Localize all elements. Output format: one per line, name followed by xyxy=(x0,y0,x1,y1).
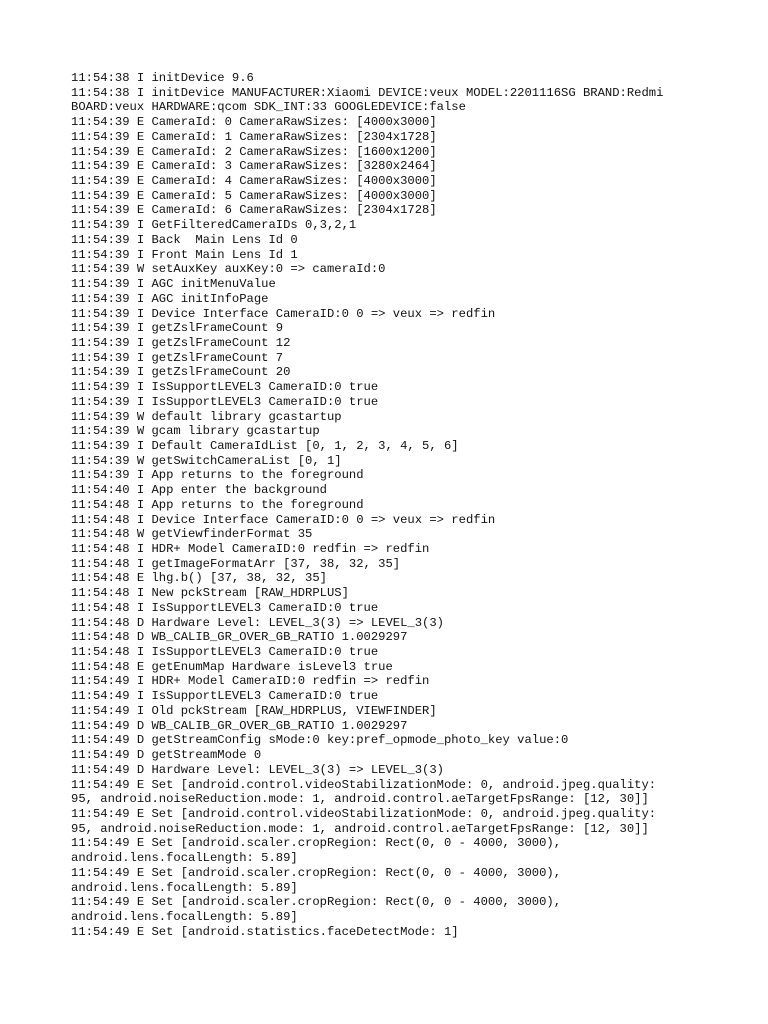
log-line: 11:54:39 I getZslFrameCount 7 xyxy=(71,350,284,365)
log-line: 11:54:49 I Old pckStream [RAW_HDRPLUS, VIEWFINDER] xyxy=(71,703,437,718)
log-line: 11:54:39 E CameraId: 3 CameraRawSizes: [3280x2464] xyxy=(71,159,437,174)
log-line: BOARD:veux HARDWARE:qcom SDK_INT:33 GOOGLEDEVICE:false xyxy=(71,100,466,115)
log-line: 11:54:39 I AGC initMenuValue xyxy=(71,277,276,292)
log-line: 95, android.noiseReduction.mode: 1, android.control.aeTargetFpsRange: [12, 30]] xyxy=(71,821,649,836)
log-line: 11:54:48 D WB_CALIB_GR_OVER_GB_RATIO 1.0029297 xyxy=(71,630,408,645)
log-line: 11:54:38 I initDevice 9.6 xyxy=(71,71,254,85)
log-line: 11:54:39 W default library gcastartup xyxy=(71,409,342,424)
log-line: 11:54:39 W getSwitchCameraList [0, 1] xyxy=(71,453,342,468)
log-line: 11:54:49 E Set [android.scaler.cropRegion: Rect(0, 0 - 4000, 3000), xyxy=(71,895,562,910)
log-line: 11:54:39 I IsSupportLEVEL3 CameraID:0 true xyxy=(71,394,379,409)
log-line: 11:54:39 I AGC initInfoPage xyxy=(71,291,269,306)
log-line: 11:54:48 W getViewfinderFormat 35 xyxy=(71,527,313,542)
log-line: 11:54:48 D Hardware Level: LEVEL_3(3) => LEVEL_3(3) xyxy=(71,615,444,630)
log-line: 11:54:49 E Set [android.scaler.cropRegion: Rect(0, 0 - 4000, 3000), xyxy=(71,865,562,880)
log-line: 11:54:49 D getStreamMode 0 xyxy=(71,748,262,763)
log-line: 11:54:39 I getZslFrameCount 12 xyxy=(71,335,291,350)
log-line: 11:54:39 I Front Main Lens Id 1 xyxy=(71,247,298,262)
log-line: 11:54:48 E getEnumMap Hardware isLevel3 true xyxy=(71,659,393,674)
log-line: 11:54:39 I Device Interface CameraID:0 0 => veux => redfin xyxy=(71,306,496,321)
log-line: android.lens.focalLength: 5.89] xyxy=(71,909,298,924)
log-line: 11:54:40 I App enter the background xyxy=(71,483,327,498)
log-line: 11:54:48 I New pckStream [RAW_HDRPLUS] xyxy=(71,586,349,601)
log-line: 95, android.noiseReduction.mode: 1, android.control.aeTargetFpsRange: [12, 30]] xyxy=(71,792,649,807)
log-line: 11:54:39 E CameraId: 2 CameraRawSizes: [1600x1200] xyxy=(71,144,437,159)
log-line: 11:54:48 I App returns to the foreground xyxy=(71,497,364,512)
log-line: 11:54:39 E CameraId: 1 CameraRawSizes: [2304x1728] xyxy=(71,129,437,144)
log-line: 11:54:39 I Default CameraIdList [0, 1, 2, 3, 4, 5, 6] xyxy=(71,438,459,453)
log-line: 11:54:49 D WB_CALIB_GR_OVER_GB_RATIO 1.0029297 xyxy=(71,718,408,733)
log-line: 11:54:39 I getZslFrameCount 20 xyxy=(71,365,291,380)
log-line: 11:54:49 E Set [android.control.videoStabilizationMode: 0, android.jpeg.quality: xyxy=(71,777,657,792)
log-line: android.lens.focalLength: 5.89] xyxy=(71,851,298,866)
log-line: 11:54:48 I IsSupportLEVEL3 CameraID:0 true xyxy=(71,645,379,660)
log-line: 11:54:49 E Set [android.control.videoStabilizationMode: 0, android.jpeg.quality: xyxy=(71,806,657,821)
log-line: 11:54:49 E Set [android.scaler.cropRegion: Rect(0, 0 - 4000, 3000), xyxy=(71,836,562,851)
log-line: 11:54:39 E CameraId: 5 CameraRawSizes: [4000x3000] xyxy=(71,188,437,203)
log-line: 11:54:48 I getImageFormatArr [37, 38, 32, 35] xyxy=(71,556,401,571)
log-line: 11:54:49 D Hardware Level: LEVEL_3(3) => LEVEL_3(3) xyxy=(71,762,444,777)
log-line: 11:54:39 W gcam library gcastartup xyxy=(71,424,320,439)
log-line: 11:54:39 I GetFilteredCameraIDs 0,3,2,1 xyxy=(71,218,357,233)
log-line: 11:54:39 E CameraId: 4 CameraRawSizes: [4000x3000] xyxy=(71,174,437,189)
log-line: 11:54:49 I HDR+ Model CameraID:0 redfin => redfin xyxy=(71,674,430,689)
log-line: 11:54:49 E Set [android.statistics.faceDetectMode: 1] xyxy=(71,924,459,939)
log-line: 11:54:48 I IsSupportLEVEL3 CameraID:0 true xyxy=(71,600,379,615)
log-line: 11:54:39 E CameraId: 0 CameraRawSizes: [4000x3000] xyxy=(71,115,437,130)
log-line: 11:54:39 I App returns to the foreground xyxy=(71,468,364,483)
log-line: 11:54:39 I getZslFrameCount 9 xyxy=(71,321,284,336)
log-line: 11:54:48 I HDR+ Model CameraID:0 redfin => redfin xyxy=(71,542,430,556)
log-line: 11:54:39 W setAuxKey auxKey:0 => cameraId:0 xyxy=(71,262,386,277)
log-text-block xyxy=(71,71,711,939)
log-line: 11:54:48 E lhg.b() [37, 38, 32, 35] xyxy=(71,571,327,586)
log-line: 11:54:38 I initDevice MANUFACTURER:Xiaomi DEVICE:veux MODEL:2201116SG BRAND:Redmi xyxy=(71,85,664,100)
log-line: 11:54:48 I Device Interface CameraID:0 0 => veux => redfin xyxy=(71,512,496,527)
log-line: 11:54:39 I IsSupportLEVEL3 CameraID:0 true xyxy=(71,380,379,395)
log-line: 11:54:39 E CameraId: 6 CameraRawSizes: [2304x1728] xyxy=(71,203,437,218)
log-line: android.lens.focalLength: 5.89] xyxy=(71,880,298,895)
log-line: 11:54:49 D getStreamConfig sMode:0 key:pref_opmode_photo_key value:0 xyxy=(71,733,569,748)
log-line: 11:54:39 I Back Main Lens Id 0 xyxy=(71,232,298,247)
log-line: 11:54:49 I IsSupportLEVEL3 CameraID:0 true xyxy=(71,689,379,704)
